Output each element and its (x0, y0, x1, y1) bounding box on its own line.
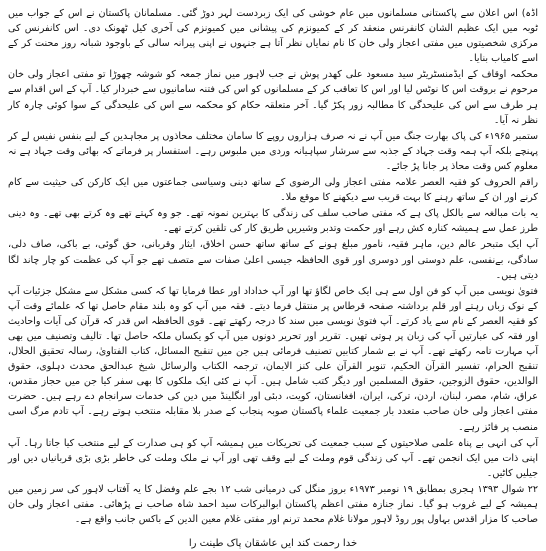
paragraph-5: یہ بات مبالغہ سے بالکل پاک ہے کہ مفتی صاحب سلف کی زندگی کا بہترین نمونہ تھے۔ جو وہ کہتے تھے وہ کرتے بھی تھے۔ وہ دینی طرز عمل سے ہمیشہ کنارہ کش رہے اور حکمت وتدبر وشیریں طریق کار کی تلقین کرتے تھے۔ (8, 208, 538, 235)
paragraph-9: ۲۲ شوال ۱۳۹۳ ہجری بمطابق ۱۹ نومبر ۱۹۷۳ء بروز منگل کی درمیانی شب ۱۲ بجے علم وفضل کا یہ آفتاب لاہور کی سر زمین میں ہمیشہ کے لیے غروب ہو گیا۔ نماز جنازہ مفتی اعظم پاکستان ابوالبرکات سید احمد شاہ صاحب نے پڑھائی۔ مفتی اعجاز ولی خان صاحب کا مزار اقدس بہاول پور روڈ لاہور مولانا غلام محمد ترنم اور مفتی غلام معین الدین کے باکس جانب واقع ہے۔ (8, 483, 538, 526)
paragraph-6: آپ ایک متبحر عالم دین، ماہر فقیہ، نامور مبلغ ہونے کے ساتھ ساتھ حسن اخلاق، ایثار وقربانی، حق گوئی، بے باکی، صاف دلی، سادگی، بےنفسی، علم دوستی اور دوسری اور قوی الحافظہ جیسی اعلیٰ صفات سے متصف تھے جو آپ کی عظمت کو چار چاند لگا دیتی ہیں۔ (8, 239, 538, 281)
paragraph-7: فتویٰ نویسی میں آپ کو فن اول سے ہی ایک خاص لگاؤ تھا اور آپ خداداد اور عطا فرمایا تھا کہ کسی مشکل سے مشکل جزئیات آپ کے نوک زباں رہتے اور قلم برداشتہ صفحہ قرطاس پر منتقل فرما دیتے۔ فقہ میں آپ کو وہ بلند مقام حاصل تھا کہ علمائے وقت آپ کو فقیہ العصر کے نام سے یاد کرتے۔ آپ فتویٰ نویسی میں سند کا درجہ رکھتے تھے۔ قوی الحافظہ اس قدر کہ قرآن کی آیات واحادیث اور فقہ کی عبارتیں آپ کی زبان پر ہوتی تھیں۔ تقریر اور تحریر دونوں میں آپ کو یکساں ملکہ حاصل تھا۔ تالیف وتصنیف میں بھی آپ مہارت تامہ رکھتے تھے۔ آپ نے بے شمار کتابیں تصنیف فرمائی ہیں جن میں تنقیح المسائل، کتاب الفتاویٰ، رسالہ تحقیق الحلال، تنقیح الحرام، تفسیر القرآن الحکیم، تنویر القرآن علی کنز الایمان، ترجمہ الکتاب والرسائل شیخ عبدالحق محدث دہلوی، حقوق الوالدین، حقوق الزوجین، حقوق المسلمین اور دیگر کتب شامل ہیں۔ آپ نے کئی ایک ملکوں کا بھی سفر کیا جن میں حجاز مقدس، عراق، شام، مصر، لبنان، اردن، ترکی، ایران، افغانستان، کویت، دبئی اور انگلینڈ میں دین کی خدمات سرانجام دے رہے ہیں۔ حضرت مفتی اعجاز ولی خان صاحب متعدد بار جمعیت علماء پاکستان صوبہ پنجاب کے صدر بلا مقابلہ منتخب ہوتے رہے۔ آپ تادم مرگ اسی منصب پر فائز رہے۔ (8, 285, 538, 433)
paragraph-1: اڈہ) اس اعلان سے پاکستانی مسلمانوں میں عام خوشی کی ایک زبردست لہر دوڑ گئی۔ مسلمانان پاکستان نے اس کے جواب میں ٹوبہ میں ایک عظیم الشان کانفرنس منعقد کر کے کمیونزم کی پیشانی میں کمیونزم کی آخری کیل ٹھونک دی۔ اس کانفرنس کی مرکزی شخصیتوں میں مفتی اعجاز ولی خان کا نام نمایاں نظر آتا ہے جنہوں نے اپنی پیرانہ سالی کے باوجود شبانہ روز محنت کر کے اسے کامیاب بنایا۔ (8, 8, 538, 65)
paragraph-2: محکمہ اوقاف کے ایڈمنسٹریٹر سید مسعود علی کھدر پوش نے جب لاہور میں نماز جمعہ کو شوشہ چھوڑا تو مفتی اعجاز ولی خان مرحوم نے بروقت اس کا نوٹس لیا اور اس کا تعاقب کر کے مسلمانوں کو اس کی فتنہ سامانیوں سے خبردار کیا۔ آپ کے اس اقدام سے ہر طرف سے اس کی علیحدگی کا مطالبہ زور پکڑ گیا۔ آخر متعلقہ حکام کو محکمہ سے اس کی علیحدگی کے سوا کوئی چارہ کار نظر نہ آیا۔ (8, 69, 538, 126)
paragraph-3: ستمبر ۱۹۶۵ء کی پاک بھارت جنگ میں آپ نے نہ صرف ہزاروں روپے کا سامان مختلف محاذوں پر مجاہدین کے لیے بنفس نفیس لے کر پہنچے بلکہ آپ ہمہ وقت جہاد کے جذبہ سے سرشار سپاہیانہ وردی میں ملبوس رہے۔ استفسار پر فرماتے کہ بھائی وقت جہاد ہے نہ معلوم کس وقت محاذ پر جانا پڑ جائے۔ (8, 130, 539, 172)
paragraph-8: آپ کی انہی بے پناہ علمی صلاحیتوں کے سبب جمعیت کی تحریکات میں ہمیشہ آپ کو ہی صدارت کے لیے منتخب کیا جاتا رہا۔ آپ اپنی ذات میں ایک انجمن تھے۔ آپ کی زندگی قوم وملت کے لیے وقف تھی اور آپ نے ملک وملت کی خاطر بڑی بڑی قربانیاں دیں اور جیلیں کاٹیں۔ (8, 437, 538, 479)
paragraph-4: راقم الحروف کو فقیہ العصر علامہ مفتی اعجاز ولی الرضوی کے ساتھ دینی وسیاسی جماعتوں میں ایک کارکن کی حیثیت سے کام کرنے اور ان کے ساتھ رہنے کا بہت قریب سے دیکھنے کا موقع ملا۔ (8, 177, 538, 204)
closing-verse: خدا رحمت کند ایں عاشقان پاک طینت را (188, 538, 358, 550)
